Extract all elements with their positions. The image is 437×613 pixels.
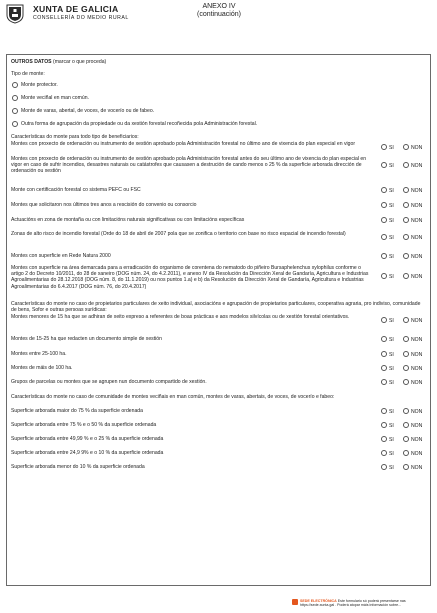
yes-label: SI: [389, 162, 394, 169]
no-label: NON: [411, 351, 423, 358]
no-label: NON: [411, 162, 423, 169]
communal-item: Superficie arborada maior do 75 % da superficie ordenada: [11, 408, 143, 414]
characteristic-item: Montes con superficie na área demarcada para a erradicación do organismo de corentena do nematodo do piñeiro Bursaphelenchus xylophilus conforme o artigo 2 do Decreto 10/2011, do 28 de xaneiro (DOG núm. 24, do 4.2.2011), e anexo IV da Resolución da Dirección Xeral de Gandaría, Agricultura e Industrias Agroalimentarias do 28.12.2018 (DOG núm. 8, do 11.1.2019) ou nos puntos 1.a) e b) da Resolución da Dirección Xeral de Gandaría, Agricultura e Industrias Agroalimentarias do 6.4.2017 (DOG núm. 76, do 20.4.2017): [11, 265, 369, 290]
private-item: Grupos de parcelas ou montes que se agrupen nun documento compartido de xestión.: [11, 379, 207, 385]
annex-subtitle: (continuación): [197, 11, 241, 18]
private-item: Montes entre 25-100 ha.: [11, 351, 67, 357]
no-label: NON: [411, 408, 423, 415]
characteristic-item: Montes con proxecto de ordenación ou instrumento de xestión aprobado pola Administración forestal no último ano de vixencia do plan especial en vigor: [11, 141, 356, 147]
footer-brand: SEDE ELECTRÓNICA: [300, 599, 337, 603]
yes-label: SI: [389, 336, 394, 343]
section-title: [11, 59, 106, 65]
yes-no-group: [381, 234, 433, 241]
yes-no-group: [381, 202, 433, 209]
no-label: NON: [411, 144, 423, 151]
yes-label: SI: [389, 317, 394, 324]
yes-label: SI: [389, 464, 394, 471]
yes-radio[interactable]: [381, 336, 387, 342]
no-label: NON: [411, 422, 423, 429]
no-radio[interactable]: [403, 217, 409, 223]
footer-note: Este formulario só poderá presentarse nas https://sede.xunta.gal . Poderá atopar máis información sobre...: [300, 599, 406, 608]
no-radio[interactable]: [403, 187, 409, 193]
yes-no-group: [381, 464, 433, 471]
characteristic-item: Montes con superficie en Rede Natura 2000: [11, 253, 111, 259]
private-item: Montes menores de 15 ha que se adhiran de xeito expreso a referentes de boas prácticas e aos modelos silvícolas ou de xestión forestal orientativos.: [11, 314, 350, 320]
yes-radio[interactable]: [381, 351, 387, 357]
private-item: Montes de 15-25 ha que redacten un documento simple de xestión: [11, 336, 162, 342]
yes-radio[interactable]: [381, 234, 387, 240]
yes-no-group: [381, 144, 433, 151]
yes-radio[interactable]: [381, 253, 387, 259]
yes-label: SI: [389, 365, 394, 372]
forest-type-option: Monte veciñal en man común.: [21, 95, 89, 101]
annex-title: ANEXO IV: [202, 3, 236, 10]
yes-radio[interactable]: [381, 464, 387, 470]
forest-type-option: Monte protector.: [21, 82, 58, 88]
page-header: [6, 3, 431, 27]
forest-type-protector-radio[interactable]: [12, 82, 18, 88]
yes-label: SI: [389, 217, 394, 224]
sede-electronica-icon: [292, 599, 298, 605]
no-label: NON: [411, 365, 423, 372]
characteristic-item: Actuacións en zona de montaña ou con limitacións naturais significativas ou con limitacións específicas: [11, 217, 245, 223]
yes-radio[interactable]: [381, 273, 387, 279]
no-label: NON: [411, 317, 423, 324]
yes-radio[interactable]: [381, 436, 387, 442]
no-label: NON: [411, 217, 423, 224]
no-label: NON: [411, 436, 423, 443]
yes-no-group: [381, 422, 433, 429]
communal-item: Superficie arborada menor do 10 % da superficie ordenada: [11, 464, 145, 470]
characteristics-all-label: Características do monte para todo tipo de beneficiarios:: [11, 134, 139, 140]
characteristic-item: Montes con proxecto de ordenación ou instrumento de xestión aprobado pola Administración forestal antes do seu último ano de vixencia do plan especial en vigor en caso de sufrir incendios, desastres naturais ou catástrofes que causasen a destrución de cando menos o 25 % da superficie arborada dirección de ordenación ou xestión: [11, 156, 367, 175]
forest-type-option: Outra forma de agrupación da propiedade ou da xestión forestal recoñecida pola Administración forestal.: [21, 121, 258, 127]
yes-label: SI: [389, 450, 394, 457]
no-radio[interactable]: [403, 144, 409, 150]
yes-radio[interactable]: [381, 408, 387, 414]
annex-heading: [197, 3, 241, 19]
communal-item: Superficie arborada entre 75 % e o 50 % da superficie ordenada: [11, 422, 157, 428]
yes-label: SI: [389, 202, 394, 209]
footer-text: [300, 599, 434, 607]
no-radio[interactable]: [403, 422, 409, 428]
yes-no-group: [381, 162, 433, 169]
no-radio[interactable]: [403, 379, 409, 385]
yes-radio[interactable]: [381, 202, 387, 208]
yes-label: SI: [389, 144, 394, 151]
no-label: NON: [411, 379, 423, 386]
department-name: CONSELLERÍA DO MEDIO RURAL: [33, 15, 129, 21]
yes-no-group: [381, 273, 433, 280]
yes-label: SI: [389, 379, 394, 386]
yes-no-group: [381, 351, 433, 358]
characteristic-item: Zonas de alto risco de incendio forestal (Orde do 18 de abril de 2007 pola que se zonifica o territorio con base no risco espacial de incendio forestal): [11, 231, 346, 237]
yes-no-group: [381, 187, 433, 194]
organization-block: [33, 4, 129, 22]
yes-label: SI: [389, 234, 394, 241]
yes-no-group: [381, 365, 433, 372]
yes-radio[interactable]: [381, 379, 387, 385]
no-label: NON: [411, 253, 423, 260]
form-section-frame: [6, 54, 431, 586]
section-title-note: (marcar o que proceda): [51, 59, 107, 65]
no-radio[interactable]: [403, 162, 409, 168]
no-label: NON: [411, 464, 423, 471]
characteristics-communal-label: Características do monte no caso de comunidade de montes veciñais en man común, montes de varas, abertais, de voces, de vocerío e fabeo:: [11, 394, 335, 400]
no-radio[interactable]: [403, 317, 409, 323]
yes-label: SI: [389, 408, 394, 415]
no-radio[interactable]: [403, 365, 409, 371]
forest-type-option: Monte de varas, abertal, de voces, de vocerío ou de fabeo.: [21, 108, 155, 114]
yes-label: SI: [389, 273, 394, 280]
no-label: NON: [411, 187, 423, 194]
yes-radio[interactable]: [381, 217, 387, 223]
no-radio[interactable]: [403, 351, 409, 357]
no-radio[interactable]: [403, 408, 409, 414]
no-label: NON: [411, 234, 423, 241]
yes-radio[interactable]: [381, 450, 387, 456]
yes-no-group: [381, 450, 433, 457]
characteristics-private-label: Características do monte no caso de propietarios particulares de xeito individual, asociacións e agrupación de propietarios particulares, cooperativa agraria, pro indiviso, comunidade de bens, Sofor e outras persoas xurídicas:: [11, 301, 421, 314]
yes-no-group: [381, 436, 433, 443]
yes-radio[interactable]: [381, 365, 387, 371]
no-label: NON: [411, 450, 423, 457]
yes-label: SI: [389, 187, 394, 194]
forest-type-varas-radio[interactable]: [12, 108, 18, 114]
yes-radio[interactable]: [381, 422, 387, 428]
no-radio[interactable]: [403, 253, 409, 259]
yes-no-group: [381, 217, 433, 224]
yes-no-group: [381, 317, 433, 324]
forest-type-label: Tipo de monte:: [11, 71, 45, 77]
no-radio[interactable]: [403, 436, 409, 442]
no-radio[interactable]: [403, 336, 409, 342]
forest-type-other-radio[interactable]: [12, 121, 18, 127]
no-label: NON: [411, 202, 423, 209]
yes-label: SI: [389, 253, 394, 260]
no-radio[interactable]: [403, 464, 409, 470]
yes-label: SI: [389, 436, 394, 443]
organization-name: XUNTA DE GALICIA: [33, 4, 119, 14]
yes-label: SI: [389, 422, 394, 429]
yes-no-group: [381, 408, 433, 415]
characteristic-item: Montes que solicitaron nos últimos tres anos a rescisión do convenio ou consorcio: [11, 202, 197, 208]
yes-radio[interactable]: [381, 144, 387, 150]
yes-radio[interactable]: [381, 317, 387, 323]
no-radio[interactable]: [403, 450, 409, 456]
yes-label: SI: [389, 351, 394, 358]
yes-no-group: [381, 379, 433, 386]
yes-no-group: [381, 336, 433, 343]
section-title-text: OUTROS DATOS: [11, 59, 52, 65]
yes-radio[interactable]: [381, 187, 387, 193]
communal-item: Superficie arborada entre 24,9 9% e o 10 % da superficie ordenada: [11, 450, 164, 456]
no-label: NON: [411, 273, 423, 280]
xunta-coat-of-arms-icon: [6, 4, 24, 24]
yes-no-group: [381, 253, 433, 260]
no-label: NON: [411, 336, 423, 343]
forest-type-vecinal-radio[interactable]: [12, 95, 18, 101]
communal-item: Superficie arborada entre 49,99 % e o 25 % da superficie ordenada: [11, 436, 164, 442]
no-radio[interactable]: [403, 234, 409, 240]
no-radio[interactable]: [403, 273, 409, 279]
characteristic-item: Monte con certificación forestal co sistema PEFC ou FSC: [11, 187, 141, 193]
no-radio[interactable]: [403, 202, 409, 208]
private-item: Montes de máis de 100 ha.: [11, 365, 73, 371]
yes-radio[interactable]: [381, 162, 387, 168]
